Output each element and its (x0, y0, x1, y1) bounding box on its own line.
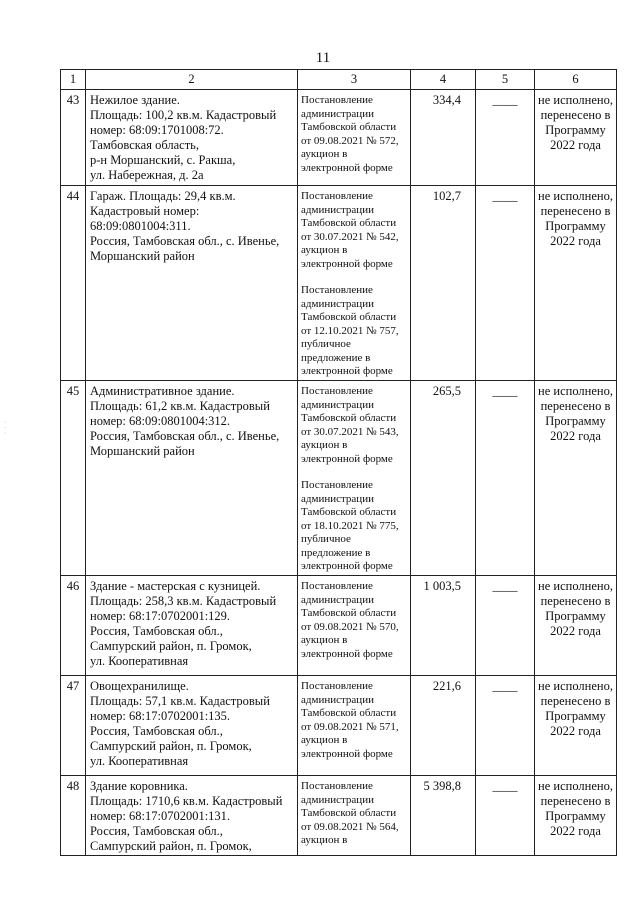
description-line: Площадь: 258,3 кв.м. Кадастровый (90, 594, 277, 608)
description-line: Сампурский район, п. Громок, (90, 739, 252, 753)
description-line: Россия, Тамбовская обл., (90, 724, 223, 738)
column5-dash: ____ (476, 676, 535, 776)
description-line: ул. Набережная, д. 2а (90, 168, 204, 182)
description-line: Площадь: 61,2 кв.м. Кадастровый (90, 399, 270, 413)
row-number: 46 (61, 576, 86, 676)
decree-reference (298, 576, 411, 676)
status-text: не исполнено, перенесено в Программу 2022 года (535, 676, 617, 776)
property-table (60, 69, 617, 856)
description-line: Здание коровника. (90, 779, 188, 793)
property-description (86, 381, 298, 576)
description-line: Моршанский район (90, 444, 195, 458)
decree-reference (298, 186, 411, 381)
description-line: ул. Кооперативная (90, 754, 189, 768)
row-number: 44 (61, 186, 86, 381)
table-row (61, 676, 617, 776)
amount-value: 1 003,5 (411, 576, 476, 676)
decree-paragraph: Постановление администрации Тамбовской области от 12.10.2021 № 757, публичное предложение в электронной форме (301, 284, 399, 377)
description-line: номер: 68:17:0702001:131. (90, 809, 231, 823)
header-row (61, 70, 617, 90)
status-text: не исполнено, перенесено в Программу 2022 года (535, 576, 617, 676)
description-line: Россия, Тамбовская обл., (90, 624, 223, 638)
description-line: Россия, Тамбовская обл., с. Ивенье, (90, 429, 280, 443)
description-line: Кадастровый номер: (90, 204, 200, 218)
decree-paragraph: Постановление администрации Тамбовской области от 09.08.2021 № 571, аукцион в электронной форме (301, 680, 399, 760)
decree-reference (298, 776, 411, 856)
description-line: номер: 68:17:0702001:135. (90, 709, 231, 723)
header-cell: 6 (535, 70, 617, 90)
description-line: номер: 68:09:1701008:72. (90, 123, 224, 137)
description-line: Овощехранилище. (90, 679, 189, 693)
header-cell: 3 (298, 70, 411, 90)
row-number: 47 (61, 676, 86, 776)
header-cell: 2 (86, 70, 298, 90)
header-cell: 1 (61, 70, 86, 90)
decree-paragraph: Постановление администрации Тамбовской области от 09.08.2021 № 570, аукцион в электронной форме (301, 580, 399, 660)
description-line: Моршанский район (90, 249, 195, 263)
description-line: р-н Моршанский, с. Ракша, (90, 153, 236, 167)
property-description (86, 676, 298, 776)
description-line: Россия, Тамбовская обл., с. Ивенье, (90, 234, 280, 248)
decree-reference (298, 676, 411, 776)
description-line: Нежилое здание. (90, 93, 180, 107)
column5-dash: ____ (476, 381, 535, 576)
decree-paragraph: Постановление администрации Тамбовской области от 30.07.2021 № 542, аукцион в электронной форме (301, 190, 399, 270)
description-line: Сампурский район, п. Громок, (90, 839, 252, 853)
amount-value: 102,7 (411, 186, 476, 381)
description-line: Гараж. Площадь: 29,4 кв.м. (90, 189, 236, 203)
status-text: не исполнено, перенесено в Программу 2022 года (535, 381, 617, 576)
table-row (61, 186, 617, 381)
decree-paragraph: Постановление администрации Тамбовской области от 09.08.2021 № 572, аукцион в электронной форме (301, 94, 399, 174)
table-row (61, 90, 617, 186)
description-line: Тамбовская область, (90, 138, 199, 152)
decree-paragraph: Постановление администрации Тамбовской области от 09.08.2021 № 564, аукцион в (301, 780, 399, 846)
column5-dash: ____ (476, 186, 535, 381)
decree-paragraph: Постановление администрации Тамбовской области от 18.10.2021 № 775, публичное предложение в электронной форме (301, 479, 399, 572)
amount-value: 221,6 (411, 676, 476, 776)
description-line: ул. Кооперативная (90, 654, 189, 668)
table-row (61, 381, 617, 576)
status-text: не исполнено, перенесено в Программу 2022 года (535, 90, 617, 186)
description-line: Площадь: 1710,6 кв.м. Кадастровый (90, 794, 283, 808)
amount-value: 265,5 (411, 381, 476, 576)
description-line: Россия, Тамбовская обл., (90, 824, 223, 838)
decree-reference (298, 90, 411, 186)
property-description (86, 776, 298, 856)
row-number: 45 (61, 381, 86, 576)
header-cell: 5 (476, 70, 535, 90)
decree-reference (298, 381, 411, 576)
page-number: 11 (315, 50, 331, 66)
description-line: номер: 68:17:0702001:129. (90, 609, 231, 623)
description-line: Административное здание. (90, 384, 235, 398)
property-description (86, 186, 298, 381)
margin-mark: · · · (3, 420, 9, 434)
amount-value: 5 398,8 (411, 776, 476, 856)
decree-paragraph: Постановление администрации Тамбовской области от 30.07.2021 № 543, аукцион в электронной форме (301, 385, 399, 465)
description-line: Сампурский район, п. Громок, (90, 639, 252, 653)
description-line: Площадь: 100,2 кв.м. Кадастровый (90, 108, 277, 122)
status-text: не исполнено, перенесено в Программу 2022 года (535, 776, 617, 856)
description-line: Площадь: 57,1 кв.м. Кадастровый (90, 694, 270, 708)
column5-dash: ____ (476, 90, 535, 186)
property-description (86, 90, 298, 186)
description-line: 68:09:0801004:311. (90, 219, 191, 233)
column5-dash: ____ (476, 576, 535, 676)
status-text: не исполнено, перенесено в Программу 2022 года (535, 186, 617, 381)
table-row (61, 576, 617, 676)
header-cell: 4 (411, 70, 476, 90)
table-row (61, 776, 617, 856)
property-description (86, 576, 298, 676)
amount-value: 334,4 (411, 90, 476, 186)
description-line: Здание - мастерская с кузницей. (90, 579, 261, 593)
column5-dash: ____ (476, 776, 535, 856)
description-line: номер: 68:09:0801004:312. (90, 414, 231, 428)
row-number: 48 (61, 776, 86, 856)
row-number: 43 (61, 90, 86, 186)
